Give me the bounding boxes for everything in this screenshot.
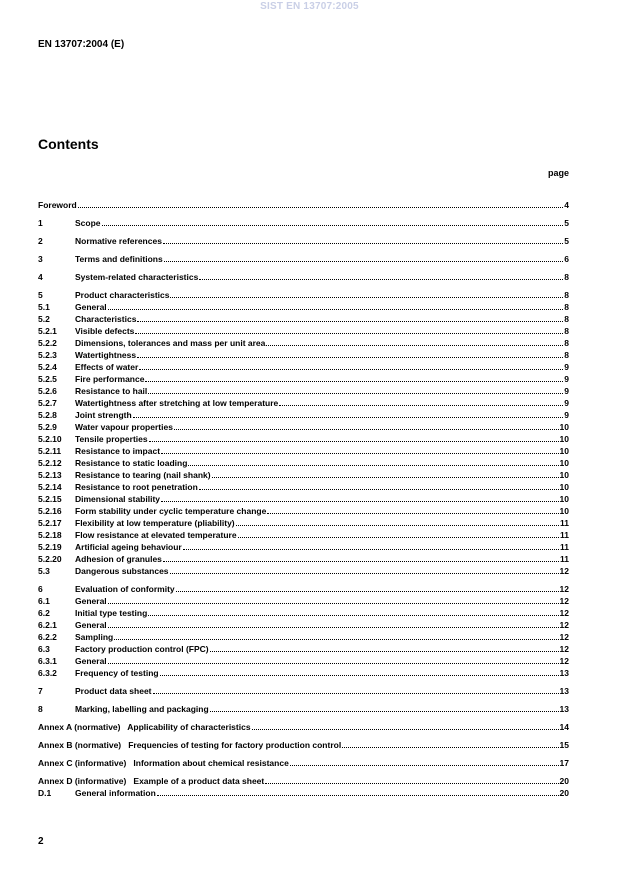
toc-entry[interactable] [38, 595, 569, 607]
toc-entry-page: 8 [564, 302, 569, 312]
toc-entry-number: 5.2.16 [38, 506, 62, 516]
toc-entry-title: Sampling [75, 632, 114, 642]
toc-entry-page: 13 [559, 686, 569, 696]
toc-entry-page: 12 [559, 584, 569, 594]
toc-entry-title: Flexibility at low temperature (pliability) [75, 518, 235, 528]
toc-entry-title: Flow resistance at elevated temperature [75, 530, 237, 540]
toc-entry[interactable] [38, 199, 569, 211]
toc-entry-title: Factory production control (FPC) [75, 644, 209, 654]
toc-entry-title: Characteristics [75, 314, 137, 324]
toc-entry-page: 6 [564, 254, 569, 264]
toc-leader-dots [148, 385, 563, 394]
toc-entry-title: System-related characteristics [75, 272, 199, 282]
toc-entry-title: General [75, 596, 107, 606]
toc-entry-title: Artificial ageing behaviour [75, 542, 182, 552]
toc-entry-page: 5 [564, 218, 569, 228]
toc-entry-number: 6 [38, 584, 43, 594]
page-title: Contents [38, 136, 99, 152]
toc-leader-dots [108, 301, 564, 310]
toc-entry-page: 12 [559, 608, 569, 618]
toc-entry-page: 10 [559, 446, 569, 456]
toc-entry-title: Fire performance [75, 374, 145, 384]
toc-entry[interactable] [38, 409, 569, 421]
toc-entry[interactable] [38, 565, 569, 577]
toc-leader-dots [176, 583, 559, 592]
toc-entry-page: 11 [560, 518, 569, 528]
toc-entry-page: 12 [559, 566, 569, 576]
toc-entry-number: 5.2.7 [38, 398, 57, 408]
toc-entry-title: Watertightness [75, 350, 137, 360]
toc-entry-number: 5.1 [38, 302, 50, 312]
toc-entry[interactable] [38, 685, 569, 697]
toc-entry-number: 5.2.4 [38, 362, 57, 372]
toc-entry[interactable] [38, 607, 569, 619]
toc-entry-title: Evaluation of conformity [75, 584, 175, 594]
document-id: EN 13707:2004 (E) [38, 39, 125, 50]
toc-leader-dots [199, 481, 559, 490]
toc-entry-page: 12 [559, 620, 569, 630]
toc-entry-page: 20 [559, 788, 569, 798]
toc-entry-number: 5.3 [38, 566, 50, 576]
toc-entry-number: 6.2.1 [38, 620, 57, 630]
toc-entry-title: Normative references [75, 236, 162, 246]
toc-entry[interactable] [38, 505, 569, 517]
toc-entry-title: Joint strength [75, 410, 132, 420]
toc-entry[interactable] [38, 337, 569, 349]
toc-entry-page: 15 [559, 740, 569, 750]
toc-leader-dots [210, 643, 559, 652]
toc-entry-title: Annex B (normative) Frequencies of testing for factory production control [38, 740, 342, 750]
toc-leader-dots [108, 619, 559, 628]
toc-entry-title: General [75, 620, 107, 630]
toc-entry-page: 9 [564, 362, 569, 372]
toc-entry-number: 6.2.2 [38, 632, 57, 642]
toc-entry-page: 5 [564, 236, 569, 246]
toc-leader-dots [170, 565, 559, 574]
toc-leader-dots [133, 409, 564, 418]
toc-entry-number: 5.2.5 [38, 374, 57, 384]
toc-leader-dots [135, 325, 563, 334]
toc-entry[interactable] [38, 517, 569, 529]
toc-entry[interactable] [38, 553, 569, 565]
toc-entry-page: 17 [559, 758, 569, 768]
toc-entry-number: 5.2.18 [38, 530, 62, 540]
toc-entry-number: 5.2.2 [38, 338, 57, 348]
toc-entry-page: 20 [559, 776, 569, 786]
toc-entry-number: 8 [38, 704, 43, 714]
toc-entry[interactable] [38, 301, 569, 313]
toc-entry-page: 13 [559, 668, 569, 678]
toc-leader-dots [188, 457, 558, 466]
toc-entry-page: 9 [564, 410, 569, 420]
toc-leader-dots [102, 217, 564, 226]
toc-entry[interactable] [38, 373, 569, 385]
toc-leader-dots [212, 469, 559, 478]
toc-entry[interactable] [38, 721, 569, 733]
toc-entry-page: 8 [564, 314, 569, 324]
toc-entry-number: 6.3.2 [38, 668, 57, 678]
toc-leader-dots [174, 421, 559, 430]
toc-entry[interactable] [38, 667, 569, 679]
toc-entry[interactable] [38, 481, 569, 493]
toc-entry-number: 5.2.13 [38, 470, 62, 480]
toc-entry-page: 8 [564, 338, 569, 348]
toc-entry-number: 5.2.9 [38, 422, 57, 432]
toc-entry-number: 6.1 [38, 596, 50, 606]
toc-leader-dots [267, 505, 558, 514]
toc-entry-title: General [75, 302, 107, 312]
toc-entry[interactable] [38, 655, 569, 667]
toc-entry[interactable] [38, 529, 569, 541]
toc-entry-number: 5.2 [38, 314, 50, 324]
toc-entry-title: Adhesion of granules [75, 554, 162, 564]
toc-leader-dots [199, 271, 563, 280]
toc-entry-number: 6.3 [38, 644, 50, 654]
toc-leader-dots [137, 313, 563, 322]
toc-entry[interactable] [38, 433, 569, 445]
toc-entry-page: 9 [564, 386, 569, 396]
toc-entry[interactable] [38, 271, 569, 283]
toc-entry[interactable] [38, 631, 569, 643]
toc-entry-page: 10 [559, 458, 569, 468]
page-column-label: page [547, 168, 569, 178]
toc-entry-title: Tensile properties [75, 434, 148, 444]
toc-entry-title: Terms and definitions [75, 254, 163, 264]
toc-entry[interactable] [38, 583, 569, 595]
toc-entry-number: 5.2.17 [38, 518, 62, 528]
toc-entry-title: Resistance to hail [75, 386, 148, 396]
toc-entry[interactable] [38, 289, 569, 301]
toc-entry-title: Product data sheet [75, 686, 152, 696]
toc-entry-number: 5.2.10 [38, 434, 62, 444]
toc-entry-page: 8 [564, 272, 569, 282]
toc-entry-title: Annex A (normative) Applicability of characteristics [38, 722, 251, 732]
toc-entry-title: Resistance to impact [75, 446, 161, 456]
toc-entry-title: Form stability under cyclic temperature change [75, 506, 267, 516]
toc-leader-dots [183, 541, 559, 550]
toc-leader-dots [342, 739, 558, 748]
toc-entry-number: 3 [38, 254, 43, 264]
toc-entry[interactable] [38, 445, 569, 457]
toc-entry-title: Dimensional stability [75, 494, 161, 504]
toc-leader-dots [163, 235, 563, 244]
toc-entry-title: Resistance to tearing (nail shank) [75, 470, 211, 480]
toc-leader-dots [266, 337, 563, 346]
toc-entry-page: 10 [559, 470, 569, 480]
toc-leader-dots [137, 349, 563, 358]
toc-entry-page: 12 [559, 644, 569, 654]
toc-leader-dots [238, 529, 559, 538]
toc-entry-page: 14 [559, 722, 569, 732]
toc-entry-page: 12 [559, 632, 569, 642]
toc-entry[interactable] [38, 313, 569, 325]
toc-entry-title: Resistance to static loading [75, 458, 188, 468]
toc-entry-page: 8 [564, 350, 569, 360]
toc-entry-number: 5 [38, 290, 43, 300]
toc-leader-dots [108, 655, 559, 664]
toc-entry-page: 11 [560, 554, 569, 564]
toc-entry-number: D.1 [38, 788, 52, 798]
toc-leader-dots [265, 775, 558, 784]
toc-leader-dots [108, 595, 559, 604]
toc-entry-page: 9 [564, 374, 569, 384]
toc-entry[interactable] [38, 421, 569, 433]
toc-entry[interactable] [38, 703, 569, 715]
toc-entry-title: Dimensions, tolerances and mass per unit area [75, 338, 266, 348]
table-of-contents [38, 199, 569, 799]
toc-leader-dots [157, 787, 559, 796]
toc-leader-dots [160, 667, 559, 676]
toc-leader-dots [236, 517, 559, 526]
toc-entry[interactable] [38, 325, 569, 337]
toc-entry-title: General [75, 656, 107, 666]
toc-entry-page: 13 [559, 704, 569, 714]
toc-entry-title: Resistance to root penetration [75, 482, 198, 492]
toc-entry-page: 8 [564, 290, 569, 300]
toc-leader-dots [145, 373, 563, 382]
toc-entry[interactable] [38, 349, 569, 361]
toc-entry[interactable] [38, 235, 569, 247]
toc-leader-dots [170, 289, 563, 298]
toc-entry-number: 5.2.15 [38, 494, 62, 504]
toc-entry-number: 5.2.8 [38, 410, 57, 420]
toc-entry-number: 5.2.12 [38, 458, 62, 468]
toc-leader-dots [139, 361, 563, 370]
toc-entry[interactable] [38, 253, 569, 265]
toc-entry-title: Product characteristics [75, 290, 170, 300]
toc-entry-title: Watertightness after stretching at low temperature [75, 398, 279, 408]
toc-entry[interactable] [38, 361, 569, 373]
toc-leader-dots [161, 493, 559, 502]
toc-leader-dots [279, 397, 563, 406]
toc-entry-page: 10 [559, 434, 569, 444]
toc-entry-page: 10 [559, 506, 569, 516]
watermark: SIST EN 13707:2005 [260, 1, 359, 12]
toc-entry-number: 4 [38, 272, 43, 282]
toc-entry[interactable] [38, 457, 569, 469]
toc-entry-page: 8 [564, 326, 569, 336]
toc-entry-number: 5.2.6 [38, 386, 57, 396]
toc-leader-dots [290, 757, 559, 766]
toc-entry-number: 6.2 [38, 608, 50, 618]
toc-entry[interactable] [38, 739, 569, 751]
toc-entry-number: 2 [38, 236, 43, 246]
toc-entry[interactable] [38, 775, 569, 787]
page-number: 2 [38, 836, 44, 847]
toc-entry-page: 10 [559, 422, 569, 432]
toc-entry-number: 5.2.3 [38, 350, 57, 360]
toc-entry[interactable] [38, 397, 569, 409]
toc-entry-page: 4 [564, 200, 569, 210]
toc-entry-title: General information [75, 788, 156, 798]
toc-entry-title: Visible defects [75, 326, 135, 336]
toc-entry-title: Marking, labelling and packaging [75, 704, 209, 714]
toc-entry-number: 1 [38, 218, 43, 228]
toc-entry[interactable] [38, 643, 569, 655]
toc-entry-page: 10 [559, 494, 569, 504]
toc-entry[interactable] [38, 469, 569, 481]
toc-leader-dots [164, 253, 564, 262]
toc-entry-title: Initial type testing [75, 608, 148, 618]
toc-entry-number: 5.2.19 [38, 542, 62, 552]
toc-entry[interactable] [38, 619, 569, 631]
toc-entry-number: 5.2.20 [38, 554, 62, 564]
toc-leader-dots [149, 433, 559, 442]
toc-entry-page: 12 [559, 596, 569, 606]
toc-leader-dots [114, 631, 558, 640]
toc-leader-dots [252, 721, 559, 730]
toc-entry-title: Frequency of testing [75, 668, 159, 678]
toc-entry-number: 7 [38, 686, 43, 696]
toc-entry-page: 10 [559, 482, 569, 492]
toc-entry-page: 12 [559, 656, 569, 666]
toc-leader-dots [210, 703, 559, 712]
toc-entry-title: Effects of water [75, 362, 139, 372]
toc-leader-dots [153, 685, 559, 694]
toc-entry-title: Annex C (informative) Information about chemical resistance [38, 758, 289, 768]
toc-leader-dots [161, 445, 559, 454]
toc-entry-title: Foreword [38, 200, 77, 210]
toc-entry[interactable] [38, 757, 569, 769]
toc-leader-dots [148, 607, 558, 616]
toc-entry[interactable] [38, 541, 569, 553]
toc-entry[interactable] [38, 787, 569, 799]
toc-entry-page: 11 [560, 542, 569, 552]
toc-entry-page: 9 [564, 398, 569, 408]
toc-entry-title: Water vapour properties [75, 422, 173, 432]
toc-entry-title: Dangerous substances [75, 566, 169, 576]
toc-entry-number: 6.3.1 [38, 656, 57, 666]
toc-entry-title: Scope [75, 218, 101, 228]
toc-entry[interactable] [38, 493, 569, 505]
toc-leader-dots [163, 553, 559, 562]
toc-entry-number: 5.2.1 [38, 326, 57, 336]
toc-entry-number: 5.2.14 [38, 482, 62, 492]
toc-entry[interactable] [38, 385, 569, 397]
toc-entry[interactable] [38, 217, 569, 229]
toc-entry-number: 5.2.11 [38, 446, 62, 456]
toc-leader-dots [78, 199, 564, 208]
toc-entry-page: 11 [560, 530, 569, 540]
toc-entry-title: Annex D (informative) Example of a product data sheet [38, 776, 265, 786]
